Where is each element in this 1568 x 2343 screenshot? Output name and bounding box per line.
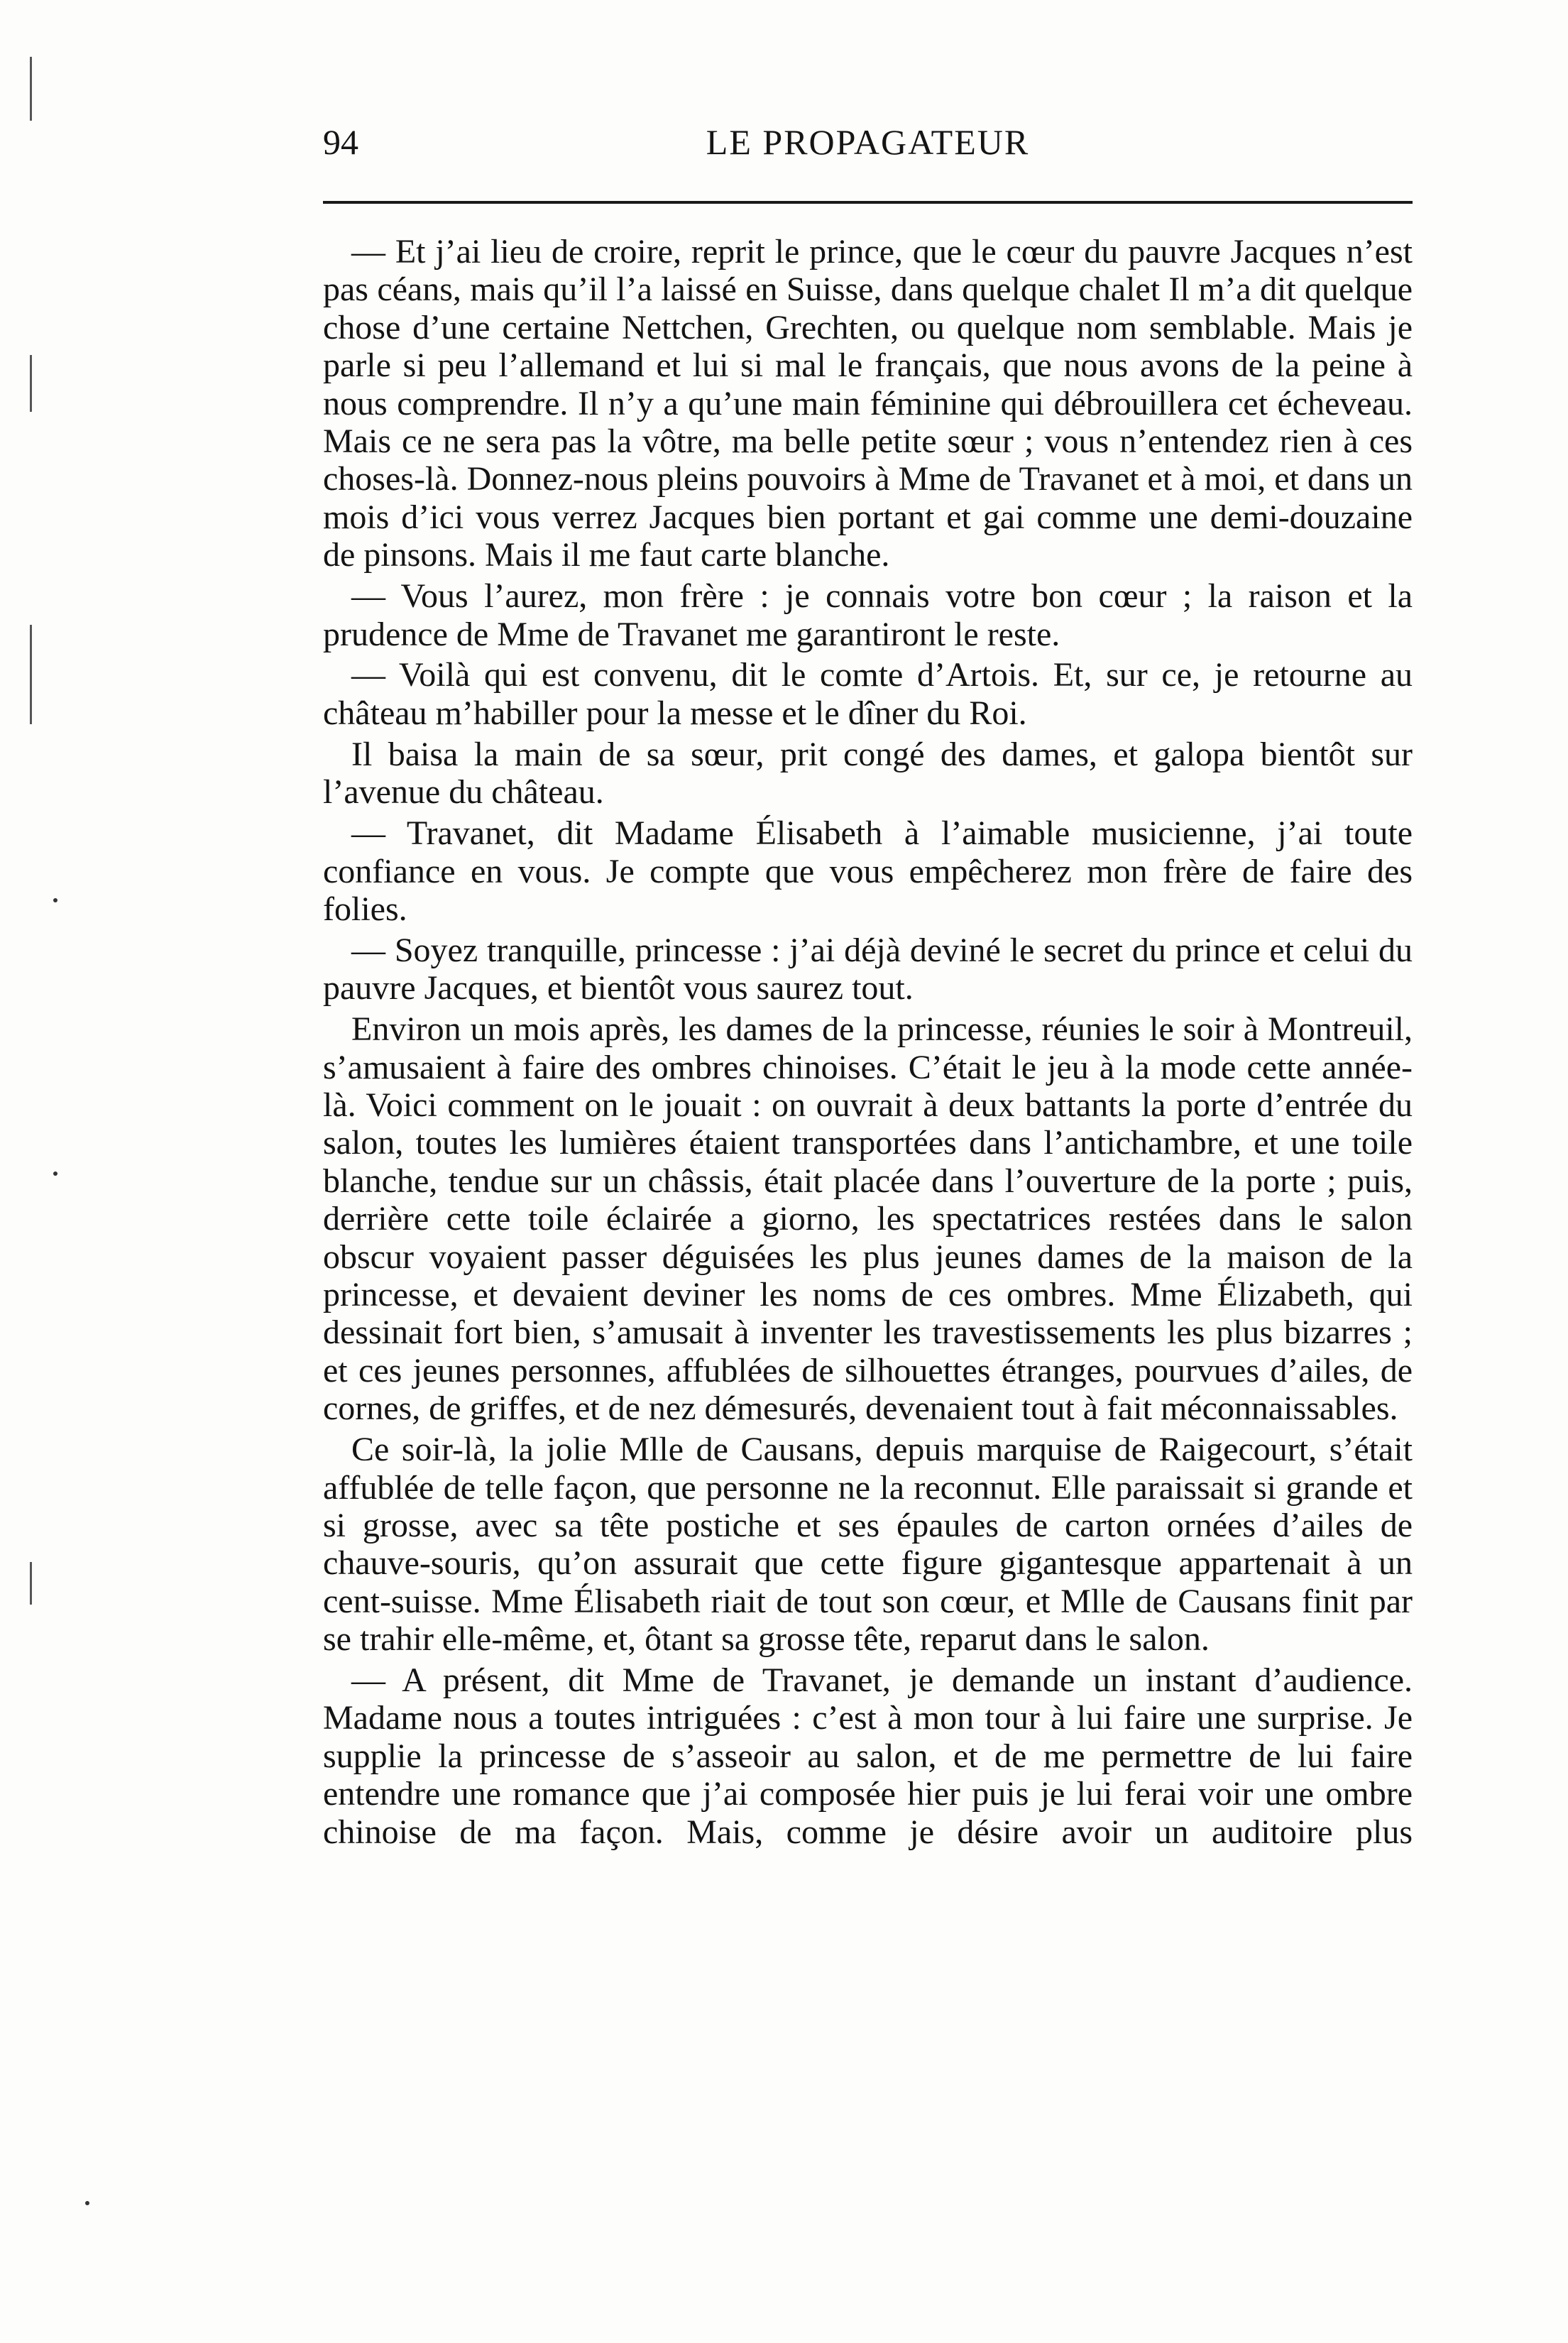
scan-dot bbox=[85, 2201, 89, 2205]
paragraph: Il baisa la main de sa sœur, prit congé des dames, et galopa bientôt sur l’avenue du château. bbox=[323, 735, 1413, 812]
paragraph: — Vous l’aurez, mon frère : je connais votre bon cœur ; la raison et la prudence de Mme de Travanet me garantiront le reste. bbox=[323, 577, 1413, 653]
page-header bbox=[323, 121, 1413, 178]
paragraph: Ce soir-là, la jolie Mlle de Causans, depuis marquise de Raigecourt, s’était affublée de telle façon, que personne ne la reconnut. Elle paraissait si grande et si grosse, avec sa tête postiche et ses épaules de carton ornées d’ailes de chauve-souris, qu’on assurait que cette figure gigantesque appartenait à un cent-suisse. Mme Élisabeth riait de tout son cœur, et Mlle de Causans finit par se trahir elle-même, et, ôtant sa grosse tête, reparut dans le salon. bbox=[323, 1431, 1413, 1659]
header-rule bbox=[323, 201, 1413, 204]
paragraph: — Travanet, dit Madame Élisabeth à l’aimable musicienne, j’ai toute confiance en vous. Je compte que vous empêcherez mon frère de faire des folies. bbox=[323, 814, 1413, 928]
scan-mark bbox=[30, 1562, 32, 1605]
running-title: LE PROPAGATEUR bbox=[706, 122, 1030, 162]
scan-mark bbox=[30, 625, 32, 724]
paragraph: — Soyez tranquille, princesse : j’ai déjà deviné le secret du prince et celui du pauvre Jacques, et bientôt vous saurez tout. bbox=[323, 931, 1413, 1007]
scan-dot bbox=[53, 898, 57, 902]
scan-mark bbox=[30, 57, 32, 121]
paragraph: Environ un mois après, les dames de la princesse, réunies le soir à Montreuil, s’amusaient à faire des ombres chinoises. C’était le jeu à la mode cette année-là. Voici comment on le jouait : on ouvrait à deux battants la porte d’entrée du salon, toutes les lumières étaient transportées dans l’antichambre, et une toile blanche, tendue sur un châssis, était placée dans l’ouverture de la porte ; puis, derrière cette toile éclairée a giorno, les spectatrices restées dans le salon obscur voyaient passer déguisées les plus jeunes dames de la maison de la princesse, et devaient deviner les noms de ces ombres. Mme Élizabeth, qui dessinait fort bien, s’amusait à inventer les travestissements les plus bizarres ; et ces jeunes personnes, affublées de silhouettes étranges, pourvues d’ailes, de cornes, de griffes, et de nez démesurés, devenaient tout à fait méconnaissables. bbox=[323, 1010, 1413, 1428]
page-number: 94 bbox=[323, 122, 358, 162]
paragraph: — Voilà qui est convenu, dit le comte d’Artois. Et, sur ce, je retourne au château m’habiller pour la messe et le dîner du Roi. bbox=[323, 656, 1413, 732]
scan-dot bbox=[53, 1172, 57, 1176]
paragraph: — Et j’ai lieu de croire, reprit le prince, que le cœur du pauvre Jacques n’est pas céans, mais qu’il l’a laissé en Suisse, dans quelque chalet Il m’a dit quelque chose d’une certaine Nettchen, Grechten, ou quelque nom semblable. Mais je parle si peu l’allemand et lui si mal le français, que nous avons de la peine à nous comprendre. Il n’y a qu’une main féminine qui débrouillera cet écheveau. Mais ce ne sera pas la vôtre, ma belle petite sœur ; vous n’entendez rien à ces choses-là. Donnez-nous pleins pouvoirs à Mme de Travanet et à moi, et dans un mois d’ici vous verrez Jacques bien portant et gai comme une demi-douzaine de pinsons. Mais il me faut carte blanche. bbox=[323, 233, 1413, 574]
body-text bbox=[323, 233, 1413, 1851]
scan-mark bbox=[30, 355, 32, 412]
paragraph: — A présent, dit Mme de Travanet, je demande un instant d’audience. Madame nous a toutes intriguées : c’est à mon tour à lui faire une surprise. Je supplie la princesse de s’asseoir au salon, et de me permettre de lui faire entendre une romance que j’ai composée hier puis je lui ferai voir une ombre chinoise de ma façon. Mais, comme je désire avoir un auditoire plus bbox=[323, 1661, 1413, 1851]
